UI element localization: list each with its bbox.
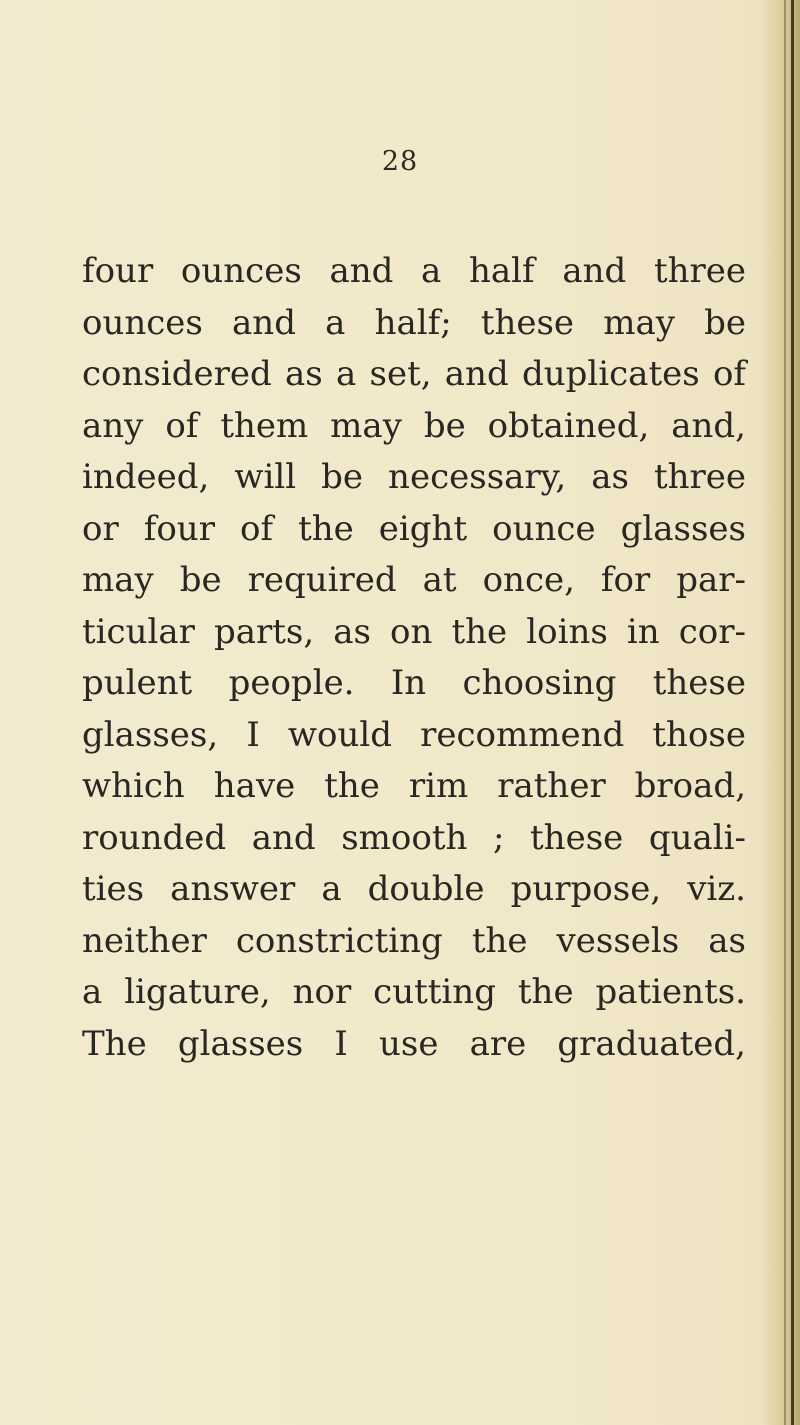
text-line: pulent people. In choosing these — [82, 663, 746, 703]
text-line: ticular parts, as on the loins in cor- — [82, 611, 746, 652]
text-line: four ounces and a half and three — [82, 251, 746, 291]
text-line: any of them may be obtained, and, — [82, 405, 746, 446]
page-number: 28 — [381, 146, 419, 177]
text-line: which have the rim rather broad, — [82, 766, 746, 806]
text-line: rounded and smooth ; these quali- — [82, 817, 746, 858]
text-line: indeed, will be necessary, as three — [82, 457, 746, 497]
text-line: may be required at once, for par- — [82, 560, 746, 600]
text-line: The glasses I use are graduated, — [82, 1023, 746, 1064]
body-text — [82, 246, 746, 1070]
text-line: glasses, I would recommend those — [82, 714, 746, 755]
text-line: or four of the eight ounce glasses — [82, 508, 746, 549]
page-edge-line-faint — [784, 0, 786, 1425]
text-line: considered as a set, and duplicates of — [82, 354, 746, 394]
text-line: ounces and a half; these may be — [82, 302, 746, 343]
text-line: ties answer a double purpose, viz. — [82, 869, 746, 909]
text-line: neither constricting the vessels as — [82, 920, 746, 961]
page-edge-shadow — [762, 0, 800, 1425]
text-line: a ligature, nor cutting the patients. — [82, 972, 746, 1012]
page-edge-line — [791, 0, 794, 1425]
